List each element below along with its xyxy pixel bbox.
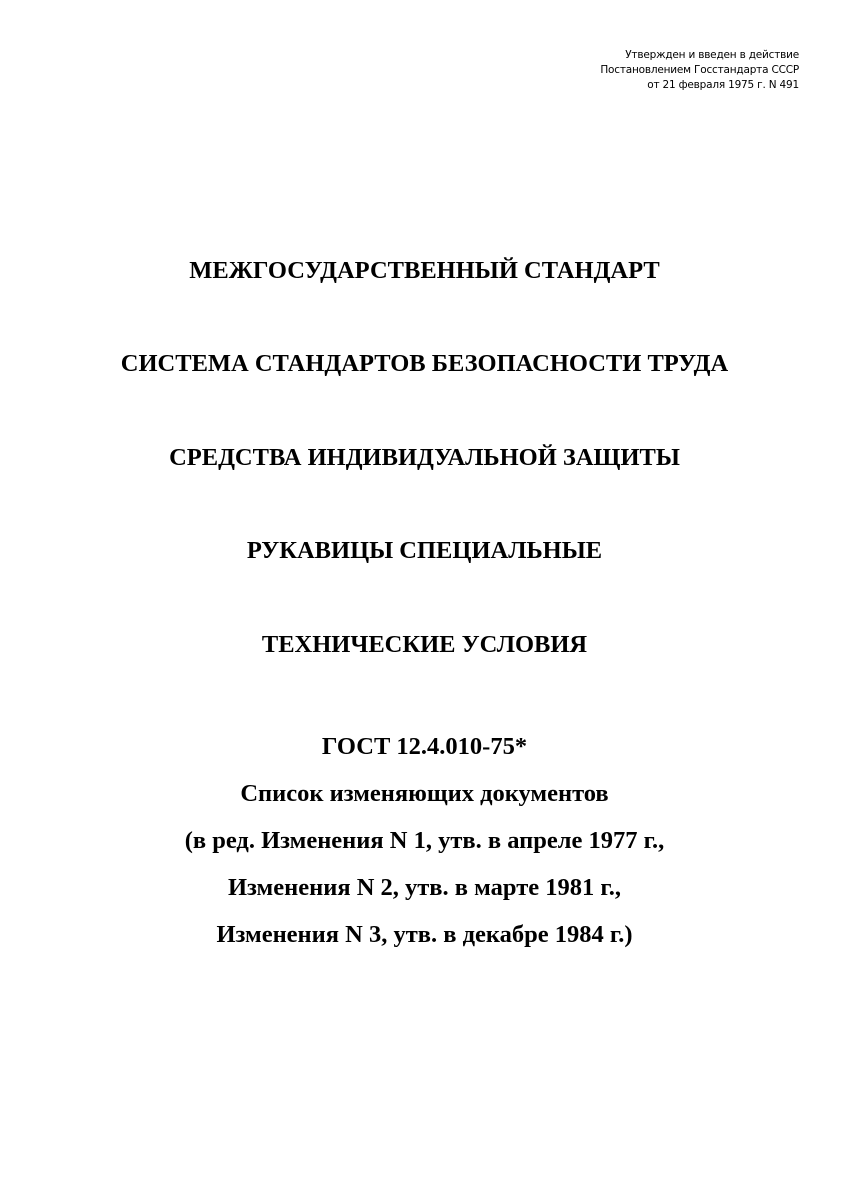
amendment-line-2: Изменения N 2, утв. в марте 1981 г., — [227, 874, 621, 901]
amendment-line-3: Изменения N 3, утв. в декабре 1984 г.) — [216, 921, 633, 948]
approval-line-3: от 21 февраля 1975 г. N 491 — [647, 79, 799, 91]
approval-note — [600, 48, 799, 93]
gost-block — [0, 723, 849, 958]
product-heading: РУКАВИЦЫ СПЕЦИАЛЬНЫЕ — [246, 537, 603, 564]
amendment-line-1: (в ред. Изменения N 1, утв. в апреле 1977 г., — [184, 827, 665, 854]
category-heading: СРЕДСТВА ИНДИВИДУАЛЬНОЙ ЗАЩИТЫ — [169, 444, 680, 471]
system-heading: СИСТЕМА СТАНДАРТОВ БЕЗОПАСНОСТИ ТРУДА — [120, 350, 729, 377]
gost-code: ГОСТ 12.4.010-75* — [321, 733, 528, 760]
document-kind-heading: ТЕХНИЧЕСКИЕ УСЛОВИЯ — [261, 631, 588, 658]
approval-line-2: Постановлением Госстандарта СССР — [600, 64, 799, 76]
standard-type-heading: МЕЖГОСУДАРСТВЕННЫЙ СТАНДАРТ — [189, 257, 660, 284]
approval-line-1: Утвержден и введен в действие — [625, 49, 799, 61]
amendments-title: Список изменяющих документов — [240, 780, 609, 807]
